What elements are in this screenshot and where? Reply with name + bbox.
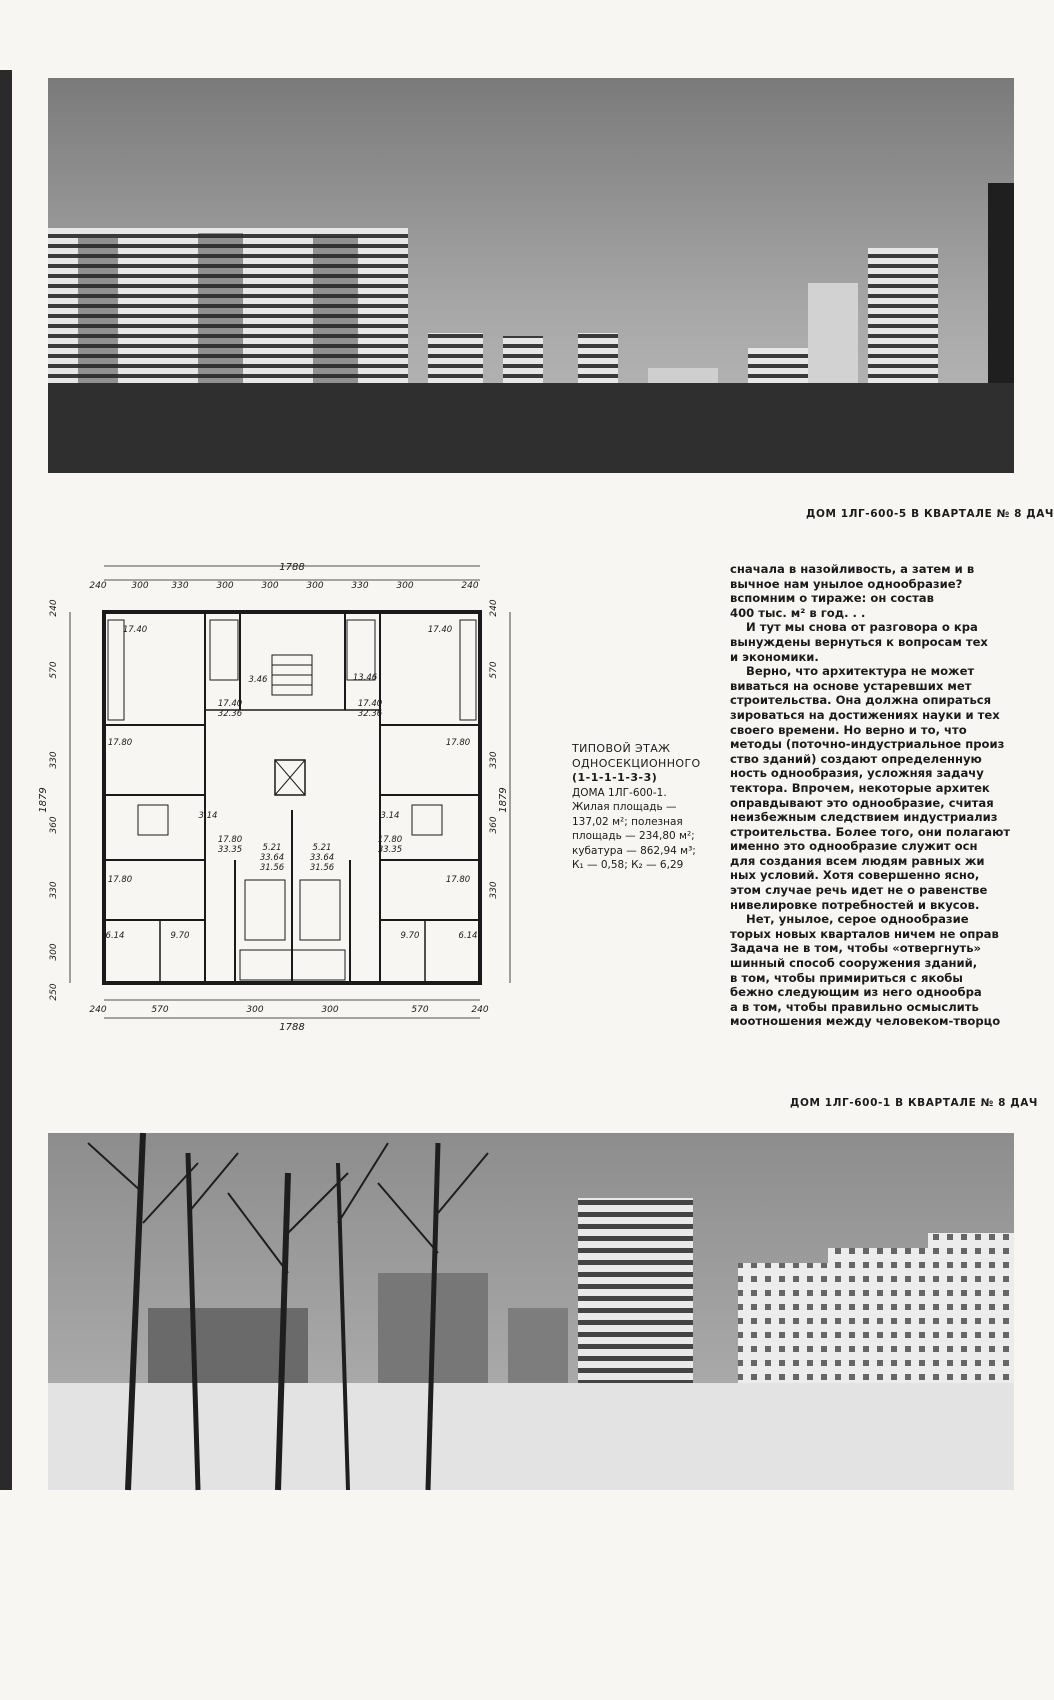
dimension-label: 300 — [261, 581, 279, 591]
room-area-label: 31.56 — [259, 863, 285, 873]
article-line: И тут мы снова от разговора о кра — [746, 620, 978, 635]
room-area-label: 17.80 — [445, 738, 471, 748]
article-line: оправдывают это однообразие, считая — [730, 795, 994, 810]
dimension-label: 240 — [489, 599, 499, 617]
dimension-label: 330 — [351, 581, 369, 591]
plan-caption-line: К₁ — 0,58; К₂ — 6,29 — [572, 859, 684, 871]
article-line: 400 тыс. м² в год. . . — [730, 605, 866, 620]
room-area-label: 3.14 — [198, 811, 218, 821]
room-area-label: 17.80 — [217, 835, 243, 845]
article-line: вынуждены вернуться к вопросам тех — [730, 634, 988, 649]
dimension-label: 300 — [321, 1005, 339, 1015]
article-line: ность однообразия, усложняя задачу — [730, 766, 984, 781]
room-area-label: 31.56 — [309, 863, 335, 873]
article-line: вспомним о тираже: он состав — [730, 591, 934, 606]
article-line: Верно, что архитектура не может — [746, 664, 975, 679]
dimension-label: 240 — [471, 1005, 489, 1015]
dimension-label: 250 — [49, 983, 59, 1001]
dimension-label: 570 — [151, 1005, 169, 1015]
dimension-label: 330 — [489, 751, 499, 769]
article-line: ных условий. Хотя совершенно ясно, — [730, 868, 980, 883]
room-area-label: 32.36 — [357, 709, 383, 719]
dimension-label: 330 — [49, 751, 59, 769]
article-line: шинный способ сооружения зданий, — [730, 956, 978, 971]
dimension-label: 330 — [171, 581, 189, 591]
article-line: бежно следующим из него однообра — [730, 985, 982, 1000]
room-area-label: 17.80 — [107, 738, 133, 748]
room-area-label: 33.35 — [217, 845, 243, 855]
plan-caption-line: площадь — 234,80 м²; — [572, 830, 695, 842]
dimension-label: 240 — [89, 1005, 107, 1015]
room-area-label: 6.14 — [458, 931, 478, 941]
article-text — [730, 562, 1030, 1046]
room-area-label: 9.70 — [170, 931, 190, 941]
room-area-label: 17.80 — [445, 875, 471, 885]
top-photo — [48, 78, 1014, 473]
dimension-label: 240 — [49, 599, 59, 617]
article-line: своего времени. Но верно и то, что — [730, 722, 967, 737]
dimension-label: 300 — [49, 943, 59, 961]
dimension-label: 300 — [396, 581, 414, 591]
article-line: Нет, унылое, серое однообразие — [746, 912, 969, 927]
article-line: неизбежным следствием индустриализ — [730, 810, 998, 825]
plan-caption-line: Жилая площадь — — [572, 801, 677, 813]
dimension-label: 570 — [49, 661, 59, 679]
article-line: тектора. Впрочем, некоторые архитек — [730, 780, 990, 795]
page-edge-shadow — [0, 70, 12, 1490]
bottom-photo — [48, 1133, 1014, 1490]
article-line: вычное нам унылое однообразие? — [730, 576, 963, 591]
article-line: виваться на основе устаревших мет — [730, 678, 972, 693]
bottom-photo-caption: ДОМ 1ЛГ-600-1 В КВАРТАЛЕ № 8 ДАЧ — [790, 1097, 1039, 1109]
article-line: моотношения между человеком-творцо — [730, 1014, 1001, 1029]
room-area-label: 13.46 — [352, 673, 378, 683]
article-line: ство зданий) создают определенную — [730, 751, 982, 766]
article-line: нивелировке потребностей и вкусов. — [730, 897, 980, 912]
room-area-label: 17.80 — [107, 875, 133, 885]
article-line: для создания всем людям равных жи — [730, 853, 985, 868]
room-area-label: 33.35 — [377, 845, 403, 855]
room-area-label: 3.14 — [380, 811, 400, 821]
plan-caption-line: ТИПОВОЙ ЭТАЖ — [572, 742, 671, 755]
room-area-label: 17.40 — [122, 625, 148, 635]
dimension-label: 360 — [489, 816, 499, 834]
plan-caption — [572, 742, 722, 873]
dimension-label: 300 — [131, 581, 149, 591]
article-line: именно это однообразие служит осн — [730, 839, 978, 854]
article-line: строительства. Более того, они полагают — [730, 824, 1011, 839]
dimension-total-label: 1788 — [279, 1022, 305, 1033]
room-area-label: 5.21 — [312, 843, 332, 853]
article-line: строительства. Она должна опираться — [730, 693, 992, 708]
floor-plan — [40, 560, 515, 1040]
top-photo-caption: ДОМ 1ЛГ-600-5 В КВАРТАЛЕ № 8 ДАЧ — [806, 508, 1054, 520]
room-area-label: 33.64 — [259, 853, 285, 863]
article-line: этом случае речь идет не о равенстве — [730, 883, 988, 898]
plan-caption-line: ОДНОСЕКЦИОННОГО — [572, 756, 701, 770]
plan-caption-line: кубатура — 862,94 м³; — [572, 844, 696, 857]
dimension-label: 570 — [489, 661, 499, 679]
dimension-total-label: 1788 — [279, 562, 305, 573]
article-line: в том, чтобы примириться с якобы — [730, 970, 963, 985]
dimension-label: 240 — [461, 581, 479, 591]
dimension-label: 570 — [411, 1005, 429, 1015]
dimension-total-label: 1879 — [38, 787, 49, 813]
plan-caption-line: ДОМА 1ЛГ-600-1. — [572, 786, 667, 799]
room-area-label: 17.40 — [427, 625, 453, 635]
article-line: зироваться на достижениях науки и тех — [730, 707, 1000, 722]
room-area-label: 3.46 — [248, 675, 268, 685]
dimension-label: 330 — [49, 881, 59, 899]
room-area-label: 5.21 — [262, 843, 282, 853]
plan-caption-line: 137,02 м²; полезная — [572, 815, 683, 828]
room-area-label: 33.64 — [309, 853, 335, 863]
article-line: сначала в назойливость, а затем и в — [730, 562, 975, 576]
article-line: и экономики. — [730, 649, 819, 664]
article-line: методы (поточно-индустриальное произ — [730, 737, 1005, 752]
article-line: Задача не в том, чтобы «отвергнуть» — [730, 941, 982, 956]
dimension-label: 360 — [49, 816, 59, 834]
dimension-label: 300 — [246, 1005, 264, 1015]
article-line: торых новых кварталов ничем не оправ — [730, 926, 999, 941]
article-line: а в том, чтобы правильно осмыслить — [730, 999, 979, 1014]
dimension-label: 240 — [89, 581, 107, 591]
room-area-label: 9.70 — [400, 931, 420, 941]
room-area-label: 17.40 — [217, 699, 243, 709]
room-area-label: 17.40 — [357, 699, 383, 709]
room-area-label: 17.80 — [377, 835, 403, 845]
plan-caption-line: (1-1-1-1-3-3) — [572, 771, 658, 784]
dimension-label: 300 — [306, 581, 324, 591]
room-area-label: 6.14 — [105, 931, 125, 941]
room-area-label: 32.36 — [217, 709, 243, 719]
dimension-total-label: 1879 — [498, 787, 509, 813]
dimension-label: 300 — [216, 581, 234, 591]
dimension-label: 330 — [489, 881, 499, 899]
